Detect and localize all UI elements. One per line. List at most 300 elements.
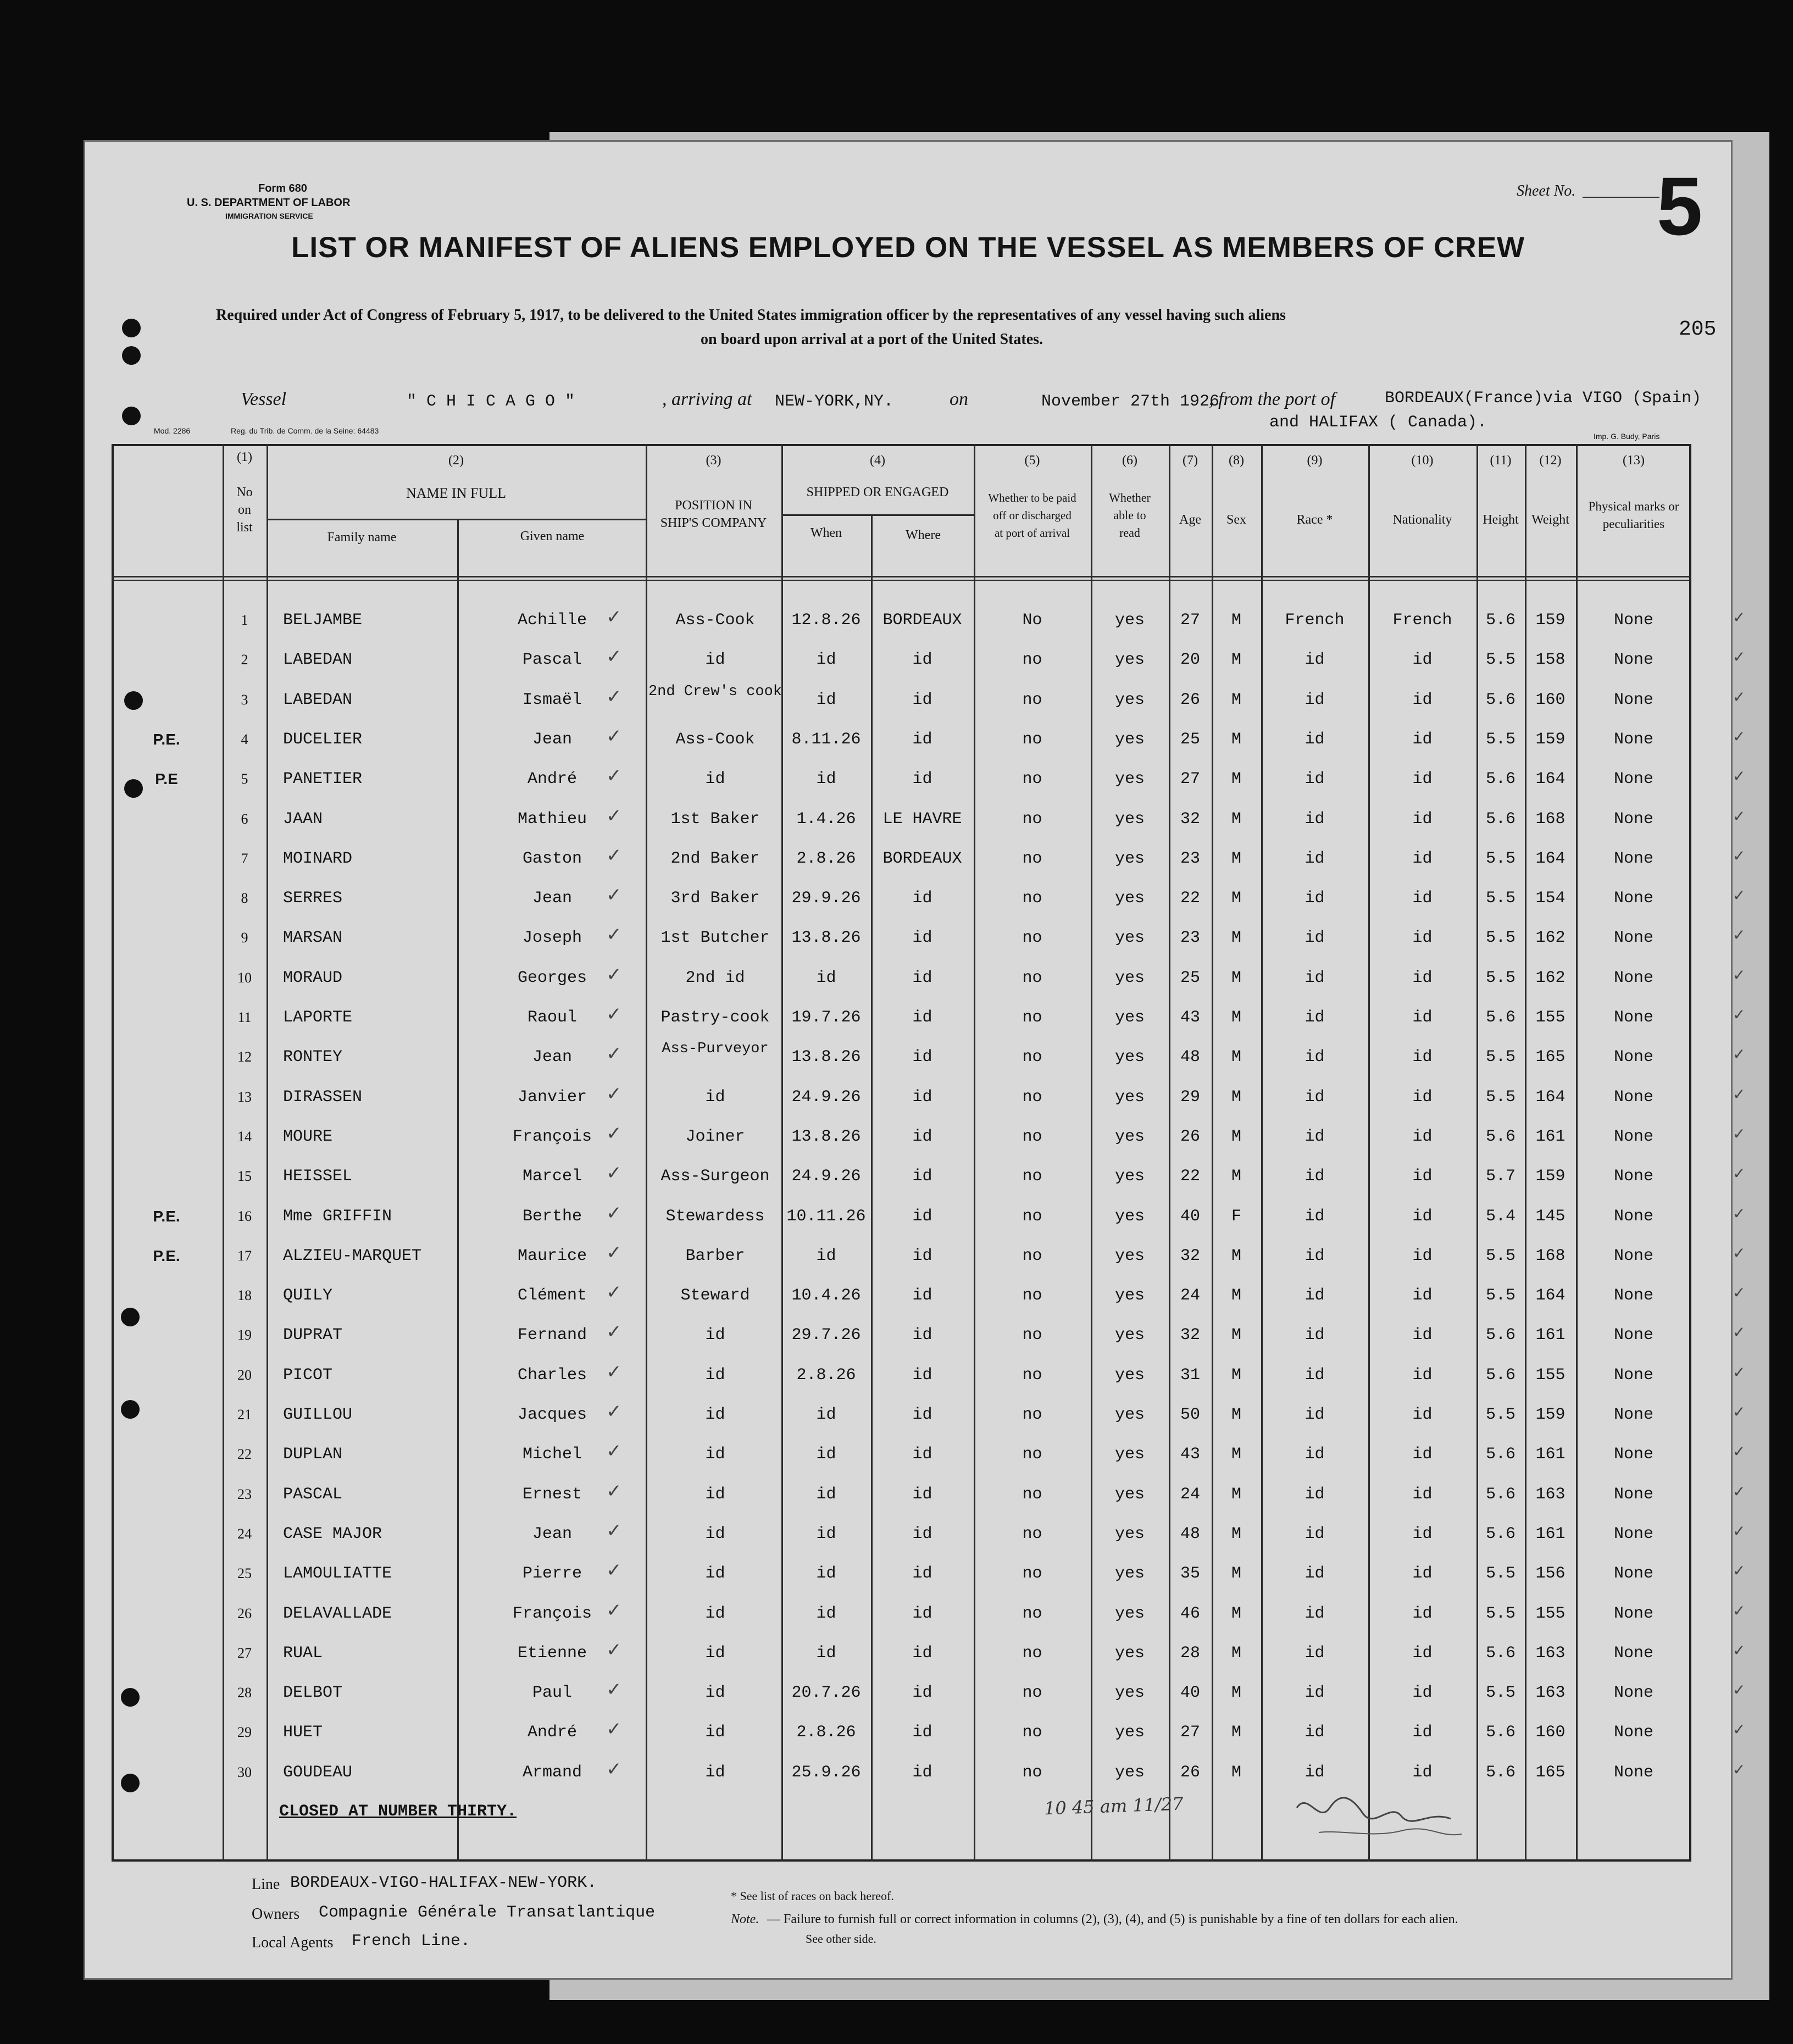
weight: 164 [1535,770,1566,789]
family-name: MOINARD [283,849,353,868]
row-number: 19 [237,1327,252,1343]
position: id [705,1524,725,1543]
nationality: id [1412,690,1433,709]
physical-marks: None [1613,1286,1653,1306]
position: id [705,1564,725,1584]
paid-off: no [1022,968,1042,987]
sex: M [1231,1365,1241,1385]
remark [112,1475,221,1514]
service: IMMIGRATION SERVICE [225,212,313,220]
age: 43 [1180,1008,1200,1027]
sex: M [1231,1167,1241,1186]
check-mark-icon: ✓ [606,1718,622,1741]
margin-check-icon: ✓ [1733,926,1746,945]
physical-marks: None [1613,611,1653,630]
check-mark-icon: ✓ [606,646,622,668]
height: 5.6 [1485,1127,1516,1146]
table-row [112,1315,1746,1355]
margin-check-icon: ✓ [1733,687,1746,706]
col7-header: Age [1179,513,1201,527]
weight: 163 [1535,1485,1566,1504]
height: 5.5 [1485,1087,1516,1107]
margin-check-icon: ✓ [1733,1720,1746,1739]
age: 25 [1180,730,1200,749]
family-name: HUET [283,1723,323,1742]
nationality: id [1412,889,1433,908]
paid-off: no [1022,1723,1042,1742]
physical-marks: None [1613,809,1653,829]
remark: P.E [155,770,178,788]
margin-check-icon: ✓ [1733,807,1746,825]
given-name: Pascal [522,651,582,670]
given-name: Jacques [517,1406,587,1424]
weight: 164 [1535,1087,1566,1107]
table-row [112,1037,1746,1077]
note-text: — Failure to furnish full or correct information in columns (2), (3), (4), and (5) is punishable by a fine of ten dollars for each alien. [767,1912,1458,1926]
shipped-when: id [816,1604,836,1623]
col4-header: SHIPPED OR ENGAGED [806,485,949,499]
note-label: Note. [731,1912,759,1926]
col8-header: Sex [1226,513,1246,527]
able-to-read: yes [1114,1207,1145,1226]
weight: 163 [1535,1684,1566,1703]
table-row [112,680,1746,720]
able-to-read: yes [1114,1564,1145,1584]
sex: M [1231,1286,1241,1306]
shipped-where: id [912,1406,932,1424]
given-name: Berthe [522,1207,582,1226]
row-number: 17 [237,1247,252,1264]
height: 5.5 [1485,1684,1516,1703]
row-number: 29 [237,1724,252,1741]
shipped-when: id [816,1643,836,1663]
family-name: GOUDEAU [283,1763,353,1782]
sex: M [1231,809,1241,829]
sex: M [1231,1684,1241,1703]
owners-value: Compagnie Générale Transatlantique [319,1903,656,1922]
position: 2nd Crew's cook [648,683,782,700]
weight: 159 [1535,611,1566,630]
family-name: ALZIEU-MARQUET [283,1246,422,1265]
row-number: 10 [237,969,252,986]
nationality: id [1412,1485,1433,1504]
race: id [1304,770,1325,789]
height: 5.5 [1485,968,1516,987]
race: id [1304,809,1325,829]
weight: 168 [1535,1246,1566,1265]
shipped-when: id [816,1445,836,1464]
family-name: LABEDAN [283,690,353,709]
able-to-read: yes [1114,1087,1145,1107]
punch-hole [122,346,141,365]
race: id [1304,730,1325,749]
paid-off: No [1022,611,1042,630]
shipped-when: 2.8.26 [796,1723,856,1742]
table-row [112,1514,1746,1554]
position: Steward [680,1286,750,1306]
table-row [112,1157,1746,1196]
nationality: id [1412,1087,1433,1107]
arrival-port: NEW-YORK,NY. [775,392,894,411]
position: 1st Butcher [660,929,770,948]
weight: 156 [1535,1564,1566,1584]
height: 5.6 [1485,1524,1516,1543]
remark [112,998,221,1037]
remark [112,1157,221,1196]
able-to-read: yes [1114,889,1145,908]
shipped-where: id [912,968,932,987]
sex: M [1231,1048,1241,1067]
race: id [1304,1524,1325,1543]
remark [112,1435,221,1474]
check-mark-icon: ✓ [606,765,622,787]
shipped-when: 13.8.26 [791,929,861,948]
age: 23 [1180,929,1200,948]
subtitle-line-2: on board upon arrival at a port of the United States. [701,331,1043,348]
position: id [705,770,725,789]
row-number: 5 [241,771,248,787]
race: id [1304,1167,1325,1186]
height: 5.6 [1485,1643,1516,1663]
row-number: 4 [241,731,248,747]
check-mark-icon: ✓ [606,963,622,986]
paid-off: no [1022,1286,1042,1306]
margin-check-icon: ✓ [1733,1085,1746,1103]
height: 5.5 [1485,730,1516,749]
check-mark-icon: ✓ [606,1122,622,1145]
height: 5.5 [1485,651,1516,670]
margin-check-icon: ✓ [1733,1641,1746,1659]
given-name: Armand [522,1763,582,1782]
check-mark-icon: ✓ [606,884,622,907]
age: 32 [1180,1246,1200,1265]
race-note: * See list of races on back hereof. [731,1889,894,1903]
table-row [112,1117,1746,1157]
position: Ass-Purveyor [662,1041,769,1058]
mod-number: Mod. 2286 [154,426,191,435]
check-mark-icon: ✓ [606,924,622,946]
shipped-where: id [912,929,932,948]
position: id [705,1723,725,1742]
closing-statement: CLOSED AT NUMBER THIRTY. [279,1802,517,1821]
col2-header: NAME IN FULL [406,485,506,501]
physical-marks: None [1613,1008,1653,1027]
race: id [1304,1723,1325,1742]
table-row [112,1236,1746,1276]
table-row [112,1594,1746,1634]
shipped-where: BORDEAUX [882,611,962,630]
sex: M [1231,1485,1241,1504]
check-mark-icon: ✓ [606,1281,622,1304]
family-name: PICOT [283,1365,333,1385]
race: id [1304,1564,1325,1584]
age: 27 [1180,770,1200,789]
remark [112,680,221,720]
family-name: CASE MAJOR [283,1524,382,1543]
nationality: id [1412,1524,1433,1543]
punch-hole [122,407,141,425]
check-mark-icon: ✓ [606,1202,622,1224]
sex: M [1231,929,1241,948]
race: id [1304,1087,1325,1107]
given-name: Pierre [522,1564,582,1584]
position: 2nd Baker [670,849,760,868]
sheet-line [1583,197,1659,198]
height: 5.6 [1485,1326,1516,1345]
check-mark-icon: ✓ [606,1480,622,1502]
nationality: id [1412,1723,1433,1742]
position: Pastry-cook [660,1008,770,1027]
height: 5.5 [1485,849,1516,868]
age: 48 [1180,1524,1200,1543]
line-label: Line [252,1876,280,1893]
age: 50 [1180,1406,1200,1424]
height: 5.5 [1485,1564,1516,1584]
weight: 160 [1535,1723,1566,1742]
able-to-read: yes [1114,929,1145,948]
col10-header: Nationality [1392,513,1452,527]
remark [112,1673,221,1713]
able-to-read: yes [1114,849,1145,868]
age: 26 [1180,1127,1200,1146]
physical-marks: None [1613,929,1653,948]
remark [112,839,221,879]
age: 20 [1180,651,1200,670]
nationality: id [1412,849,1433,868]
from-label: , from the port of [1209,389,1336,409]
physical-marks: None [1613,1406,1653,1424]
table-row [112,998,1746,1037]
col9-number: (9) [1307,453,1323,468]
paid-off: no [1022,849,1042,868]
shipped-when: 10.4.26 [791,1286,861,1306]
margin-check-icon: ✓ [1733,1601,1746,1620]
margin-check-icon: ✓ [1733,1323,1746,1342]
race: id [1304,1127,1325,1146]
weight: 164 [1535,1286,1566,1306]
row-number: 28 [237,1685,252,1701]
shipped-when: 10.11.26 [786,1207,866,1226]
weight: 160 [1535,690,1566,709]
given-name: Achille [517,611,587,630]
nationality: id [1412,1048,1433,1067]
margin-check-icon: ✓ [1733,1760,1746,1779]
shipped-when: id [816,1485,836,1504]
age: 40 [1180,1207,1200,1226]
position: id [705,1485,725,1504]
physical-marks: None [1613,968,1653,987]
physical-marks: None [1613,770,1653,789]
row-number: 6 [241,810,248,827]
shipped-when: 12.8.26 [791,611,861,630]
col4-number: (4) [870,453,885,468]
sex: M [1231,611,1241,630]
margin-check-icon: ✓ [1733,846,1746,865]
row-number: 14 [237,1128,252,1145]
weight: 145 [1535,1207,1566,1226]
sex: M [1231,1127,1241,1146]
shipped-where: id [912,1008,932,1027]
row-number: 7 [241,850,248,867]
given-name: François [512,1127,592,1146]
family-name: DUCELIER [283,730,363,749]
race: id [1304,1763,1325,1782]
height: 5.6 [1485,1445,1516,1464]
sex: F [1231,1207,1241,1226]
position: Joiner [685,1127,745,1146]
physical-marks: None [1613,1684,1653,1703]
nationality: id [1412,1604,1433,1623]
family-name: LAMOULIATTE [283,1564,392,1584]
check-mark-icon: ✓ [606,804,622,827]
check-mark-icon: ✓ [606,1638,622,1661]
header-bottom-rule [112,576,1691,577]
table-row [112,720,1746,759]
shipped-where: id [912,1167,932,1186]
physical-marks: None [1613,1127,1653,1146]
given-name: Etienne [517,1643,587,1663]
sheet-label: Sheet No. [1517,182,1576,199]
able-to-read: yes [1114,1167,1145,1186]
col2-number: (2) [448,453,464,468]
shipped-when: 24.9.26 [791,1087,861,1107]
sex: M [1231,1604,1241,1623]
remark [112,1077,221,1117]
table-row [112,601,1746,640]
margin-check-icon: ✓ [1733,1442,1746,1461]
able-to-read: yes [1114,968,1145,987]
position: id [705,1643,725,1663]
age: 26 [1180,690,1200,709]
shipped-when: 19.7.26 [791,1008,861,1027]
form-number: Form 680 [258,182,307,195]
given-name: Raoul [527,1008,577,1027]
height: 5.5 [1485,1406,1516,1424]
shipped-where: id [912,1246,932,1265]
line-value: BORDEAUX-VIGO-HALIFAX-NEW-YORK. [290,1874,597,1892]
able-to-read: yes [1114,1604,1145,1623]
given-name: Paul [532,1684,572,1703]
margin-check-icon: ✓ [1733,1363,1746,1381]
shipped-when: 25.9.26 [791,1763,861,1782]
nationality: id [1412,929,1433,948]
check-mark-icon: ✓ [606,1162,622,1185]
remark [112,799,221,839]
able-to-read: yes [1114,1684,1145,1703]
remark: P.E. [153,730,180,748]
margin-check-icon: ✓ [1733,727,1746,746]
position: 3rd Baker [670,889,760,908]
nationality: id [1412,1643,1433,1663]
sex: M [1231,889,1241,908]
shipped-when: id [816,968,836,987]
shipped-when: 24.9.26 [791,1167,861,1186]
given-name: Ernest [522,1485,582,1504]
able-to-read: yes [1114,1286,1145,1306]
when-header: When [810,526,842,540]
col10-number: (10) [1411,453,1434,468]
remark [112,918,221,958]
paid-off: no [1022,730,1042,749]
able-to-read: yes [1114,730,1145,749]
nationality: id [1412,730,1433,749]
given-name: Mathieu [517,809,587,829]
table-row [112,879,1746,918]
physical-marks: None [1613,1564,1653,1584]
shipped-where: BORDEAUX [882,849,962,868]
position: id [705,651,725,670]
weight: 161 [1535,1445,1566,1464]
table-row [112,799,1746,839]
family-name: DUPLAN [283,1445,343,1464]
row-number: 27 [237,1645,252,1661]
table-row [112,958,1746,998]
owners-label: Owners [252,1906,300,1923]
family-name: PASCAL [283,1485,343,1504]
race: id [1304,889,1325,908]
age: 40 [1180,1684,1200,1703]
paid-off: no [1022,1445,1042,1464]
department: U. S. DEPARTMENT OF LABOR [187,197,351,209]
col1-header: No on list [236,485,253,535]
race: id [1304,1643,1325,1663]
margin-check-icon: ✓ [1733,1045,1746,1064]
col3-number: (3) [706,453,721,468]
shipped-where: id [912,1604,932,1623]
nationality: id [1412,651,1433,670]
family-name: JAAN [283,809,323,829]
weight: 155 [1535,1008,1566,1027]
nationality: id [1412,1564,1433,1584]
shipped-where: id [912,889,932,908]
row-number: 13 [237,1088,252,1105]
remark [112,1395,221,1435]
remark: P.E. [153,1247,180,1264]
family-name: LAPORTE [283,1008,353,1027]
col5-header: Whether to be paid off or discharged at port of arrival [988,491,1076,540]
race: id [1304,849,1325,868]
shipped-where: id [912,1286,932,1306]
paid-off: no [1022,929,1042,948]
weight: 161 [1535,1326,1566,1345]
position: Ass-Cook [675,730,755,749]
departure-port-2: and HALIFAX ( Canada). [1269,413,1487,432]
family-name: GUILLOU [283,1406,353,1424]
margin-check-icon: ✓ [1733,1403,1746,1421]
table-row [112,1673,1746,1713]
check-mark-icon: ✓ [606,1559,622,1582]
col11-header: Height [1483,513,1519,527]
vessel-name: " C H I C A G O " [407,392,575,411]
sex: M [1231,651,1241,670]
physical-marks: None [1613,1524,1653,1543]
given-name: Jean [532,1524,572,1543]
shipped-where: id [912,1445,932,1464]
shipped-when: id [816,1406,836,1424]
sex: M [1231,1406,1241,1424]
physical-marks: None [1613,1445,1653,1464]
paid-off: no [1022,1406,1042,1424]
nationality: id [1412,968,1433,987]
col12-header: Weight [1531,513,1569,527]
race: id [1304,1365,1325,1385]
height: 5.5 [1485,1286,1516,1306]
age: 24 [1180,1485,1200,1504]
col9-header: Race * [1296,513,1333,527]
able-to-read: yes [1114,1127,1145,1146]
paid-off: no [1022,1604,1042,1623]
row-number: 20 [237,1367,252,1383]
